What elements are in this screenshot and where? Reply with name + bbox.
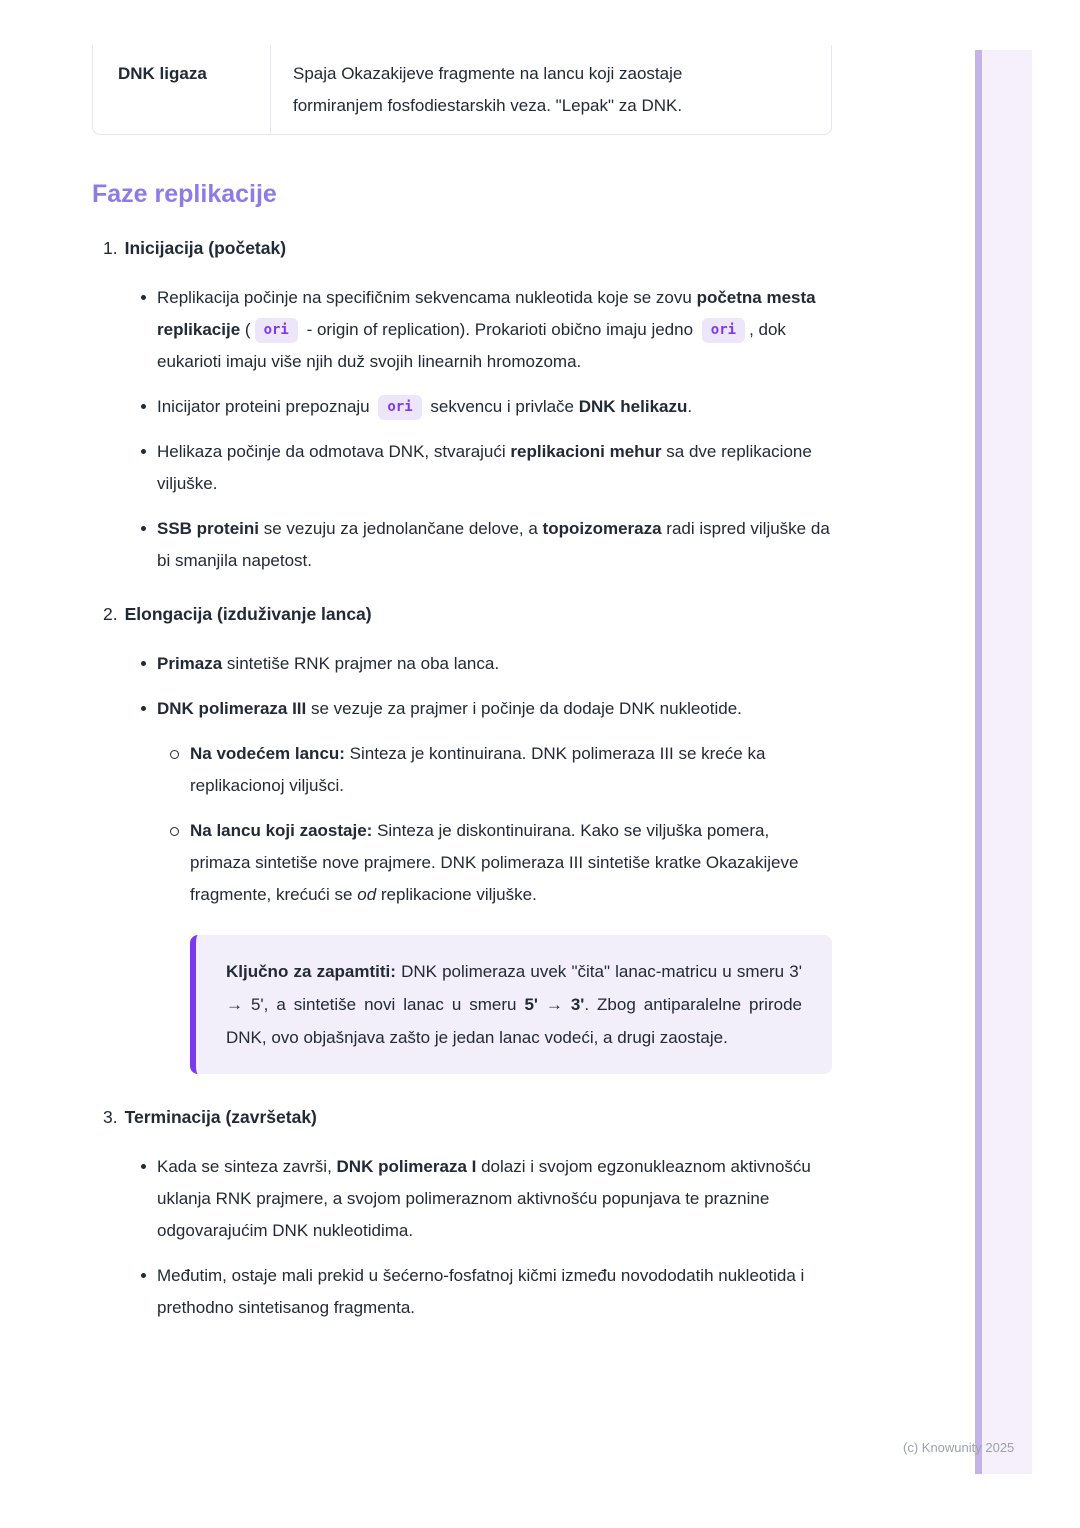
sub-list-item-text: Na lancu koji zaostaje: Sinteza je diskontinuirana. Kako se viljuška pomera, primaza sintetiše nove prajmere. DNK polimeraza III sintetiše kratke Okazakijeve fragmente, krećući se od replikacione viljuške. [190, 821, 799, 904]
list-item-text: Međutim, ostaje mali prekid u šećerno-fosfatnoj kičmi između novododatih nukleotida i prethodno sintetisanog fragmenta. [157, 1266, 805, 1317]
list-item-text: Inicijator proteini prepoznaju ori sekvencu i privlače DNK helikazu. [157, 391, 832, 423]
section-title [103, 1104, 832, 1130]
page-edge-strip [975, 50, 1032, 1474]
table-term-cell: DNK ligaza [93, 45, 271, 134]
page-title: Faze replikacije [92, 180, 277, 208]
list-item-text: Replikacija počinje na specifičnim sekvencama nukleotida koje se zovu početna mesta replikacije ( ori - origin of replication). Prokarioti obično imaju jedno ori , dok eukarioti imaju više njih duž svojih linearnih hromozoma. [157, 288, 816, 371]
bullet-list [92, 648, 832, 911]
section-title [103, 235, 832, 261]
bullet-list [92, 1151, 832, 1324]
list-item-text: Primaza sintetiše RNK prajmer na oba lanca. [157, 654, 500, 673]
section-title-text: Inicijacija (početak) [124, 238, 287, 258]
copyright-watermark: (c) Knowunity 2025 [903, 1440, 1015, 1455]
section-title-text: Elongacija (izduživanje lanca) [124, 604, 372, 624]
section-elongacija [92, 601, 832, 1074]
definition-table-row [92, 45, 832, 135]
sub-list-item [92, 815, 832, 911]
circle-bullet-icon [170, 750, 179, 759]
bullet-dot-icon [141, 1273, 146, 1278]
list-item [92, 1151, 832, 1247]
circle-bullet-icon [170, 827, 179, 836]
bullet-dot-icon [141, 706, 146, 711]
section-number: 2. [103, 604, 118, 624]
list-item-text: Helikaza počinje da odmotava DNK, stvarajući replikacioni mehur sa dve replikacione viljuške. [157, 442, 812, 493]
callout-text: Ključno za zapamtiti: DNK polimeraza uvek "čita" lanac-matricu u smeru 3' → 5', a sintetiše novi lanac u smeru 5' → 3'. Zbog antiparalelne prirode DNK, ovo objašnjava zašto je jedan lanac vodeći, a drugi zaostaje. [226, 962, 802, 1047]
list-item [92, 282, 832, 378]
section-number: 1. [103, 238, 118, 258]
list-item [92, 436, 832, 500]
list-item [92, 648, 832, 680]
section-number: 3. [103, 1107, 118, 1127]
sub-list-item-text: Na vodećem lancu: Sinteza je kontinuirana. DNK polimeraza III se kreće ka replikacionoj viljušci. [190, 744, 766, 795]
table-definition-cell: Spaja Okazakijeve fragmente na lancu koji zaostaje formiranjem fosfodiestarskih veza. "Lepak" za DNK. [293, 64, 683, 115]
ori-code-badge: ori [255, 318, 298, 343]
list-item-text: Kada se sinteza završi, DNK polimeraza I dolazi i svojom egzonukleaznom aktivnošću uklanja RNK prajmere, a svojom polimeraznom aktivnošću popunjava te praznine odgovarajućim DNK nukleotidima. [157, 1157, 811, 1240]
bullet-dot-icon [141, 404, 146, 409]
bullet-dot-icon [141, 526, 146, 531]
content-column [92, 45, 832, 1348]
section-title [103, 601, 832, 627]
sub-list-item [92, 738, 832, 802]
bullet-dot-icon [141, 295, 146, 300]
list-item-text: DNK polimeraza III se vezuje za prajmer i počinje da dodaje DNK nukleotide. [157, 699, 742, 718]
section-inicijacija [92, 235, 832, 577]
ori-code-badge: ori [378, 395, 421, 420]
list-item [92, 513, 832, 577]
section-title-text: Terminacija (završetak) [124, 1107, 317, 1127]
list-item [92, 391, 832, 423]
list-item [92, 693, 832, 725]
list-item [92, 1260, 832, 1324]
key-note-callout [190, 935, 832, 1074]
bullet-dot-icon [141, 1164, 146, 1169]
list-item-text: SSB proteini se vezuju za jednolančane delove, a topoizomeraza radi ispred viljuške da bi smanjila napetost. [157, 519, 830, 570]
bullet-list [92, 282, 832, 577]
bullet-dot-icon [141, 449, 146, 454]
ori-code-badge: ori [702, 318, 745, 343]
bullet-dot-icon [141, 661, 146, 666]
section-terminacija [92, 1104, 832, 1324]
